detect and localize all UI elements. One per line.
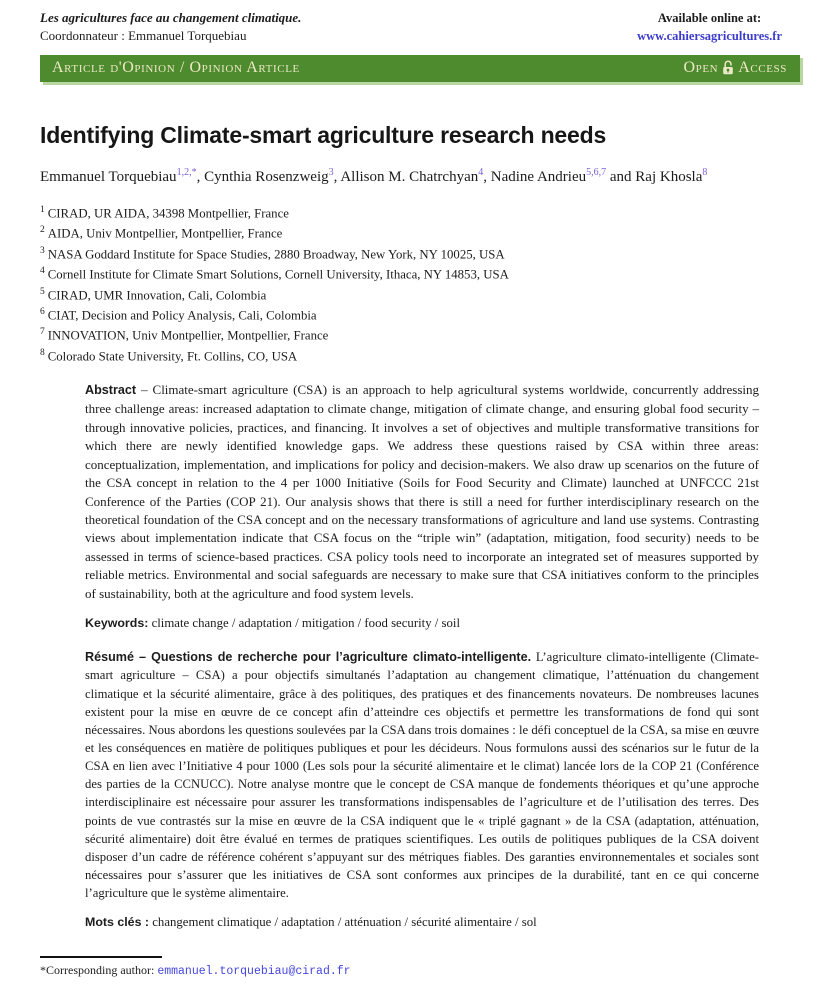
- motscles-line: [85, 915, 759, 930]
- corresponding-author-email[interactable]: emmanuel.torquebiau@cirad.fr: [157, 965, 351, 978]
- abstract-text: – Climate-smart agriculture (CSA) is an approach to help agricultural systems worldwide, concurrently addressing three challenge areas: increased adaptation to climate change, mitigation of climate change, and ensuring global food security – through innovative policies, practices, and financing. It involves a set of objectives and multiple transformative transitions for which there are newly identified knowledge gaps. We address these questions raised by CSA within three areas: conceptualization, implementation, and implications for policy and decision-makers. We also draw up scenarios on the future of the CSA concept in relation to the 4 per 1000 Initiative (Soils for Food Security and Climate) launched at UNFCCC 21st Conference of the Parties (COP 21). Our analysis shows that there is still a need for further interdisciplinary research on the theoretical foundation of the CSA concept and on the necessary transformations of agriculture and land use systems. Contrasting views about implementation indicate that CSA focus on the “triple win” (adaptation, mitigation, food security) needs to be assessed in terms of science-based practices. CSA policy tools need to incorporate an integrated set of measures supported by reliable metrics. Environmental and social safeguards are necessary to make sure that CSA initiatives conform to the principles of sustainability, both at the agriculture and food system levels.: [85, 382, 760, 601]
- affiliation-item: $^3$ NASA Goddard Institute for Space Studies, 2880 Broadway, New York, NY 10025, USA: [40, 245, 505, 261]
- keywords-label: Keywords:: [85, 616, 149, 631]
- resume-label: Résumé – Questions de recherche pour l’agriculture climato-intelligente.: [85, 650, 532, 665]
- affiliation-item: $^1$ CIRAD, UR AIDA, 34398 Montpellier, France: [40, 204, 289, 220]
- author-list: [40, 166, 745, 188]
- author: and Raj Khosla$^8$: [609, 166, 708, 185]
- abstract: [85, 381, 759, 603]
- author: Cynthia Rosenzweig$^3$,: [204, 166, 341, 185]
- affiliation-item: $^5$ CIRAD, UMR Innovation, Cali, Colombia: [40, 286, 267, 302]
- article-type-label: Article d'Opinion / Opinion Article: [52, 59, 300, 77]
- motscles-label: Mots clés :: [85, 915, 150, 930]
- affiliation-item: $^7$ INNOVATION, Univ Montpellier, Montpellier, France: [40, 327, 329, 343]
- keywords-line: [85, 616, 759, 631]
- author-affiliation-sup: 1,2,*: [176, 166, 197, 178]
- author: Allison M. Chatrchyan$^4$,: [340, 166, 491, 185]
- open-access-access-label: Access: [738, 59, 787, 77]
- affiliation-list: [40, 203, 800, 367]
- corresponding-author-footnote: [40, 956, 351, 978]
- coordinator-line: Coordonnateur : Emmanuel Torquebiau: [40, 27, 247, 43]
- affiliation-item: $^2$ AIDA, Univ Montpellier, Montpellier, France: [40, 225, 283, 241]
- resume-text: L’agriculture climato-intelligente (Climate-smart agriculture – CSA) a pour objectifs simultanés l’adaptation au changement climatique, l’atténuation du changement climatique et la sécurité alimentaire, grâce à des politiques, des pratiques et des financements novateurs. De nombreuses lacunes existent pour la mise en œuvre de ce concept afin d’atteindre ces objectifs et permettre les transformations de fond qui sont nécessaires. Nous abordons les questions soulevées par la CSA dans trois domaines : le défi conceptuel de la CSA, sa mise en œuvre et les conséquences en matière de politiques publiques et pour les décideurs. Nous formulons aussi des scénarios sur le futur de la CSA en lien avec l’Initiative 4 pour 1000 (Les sols pour la sécurité alimentaire et le climat) lancée lors de la COP 21 (Conférence des parties de la CCNUCC). Notre analyse montre que le concept de CSA manque de fondements théoriques et qu’une approche interdisciplinaire est nécessaire pour assurer les transformations indispensables de l’agriculture et de l’utilisation des terres. Des points de vue contrastés sur la mise en œuvre de la CSA indiquent que le « triplé gagnant » de la CSA (adaptation, atténuation, sécurité alimentaire) doit être évalué en termes de pratiques scientifiques. Les outils de politiques publiques de la CSA doivent disposer d’un cadre de référence cohérent s’appuyant sur des métriques fiables. Des garanties environnementales et sociales sont nécessaires pour s’assurer que les initiatives de CSA sont conformes aux principes de la durabilité, tant en ce qui concerne l’agriculture que le système alimentaire.: [85, 650, 760, 901]
- article-type-banner: [40, 55, 800, 82]
- resume: [85, 648, 759, 902]
- affiliation-item: $^8$ Colorado State University, Ft. Collins, CO, USA: [40, 347, 298, 364]
- author-affiliation-sup: 3: [328, 166, 334, 178]
- author: Nadine Andrieu$^{5,6,7}$: [490, 166, 607, 185]
- footnote-rule: [40, 956, 162, 958]
- author-affiliation-sup: 8: [702, 166, 708, 178]
- corresponding-author-note: *Corresponding author:: [40, 963, 158, 977]
- abstract-label: Abstract: [85, 383, 137, 398]
- page-title: Identifying Climate-smart agriculture research needs: [40, 121, 607, 148]
- affiliation-item: $^4$ Cornell Institute for Climate Smart Solutions, Cornell University, Ithaca, NY 14853, USA: [40, 266, 509, 282]
- available-online-label: Available online at:: [657, 11, 762, 25]
- keywords-text: climate change / adaptation / mitigation / food security / soil: [151, 616, 461, 631]
- series-block: [40, 10, 301, 46]
- open-access-open-label: Open: [683, 59, 719, 77]
- abstract-resume-section: [85, 381, 759, 930]
- open-lock-icon: [722, 61, 734, 75]
- series-title: Les agricultures face au changement climatique.: [40, 10, 302, 25]
- open-access-badge: [683, 59, 787, 77]
- page-header: [40, 10, 800, 46]
- motscles-text: changement climatique / adaptation / atténuation / sécurité alimentaire / sol: [152, 915, 537, 930]
- available-online-block: [637, 10, 782, 45]
- affiliation-item: $^6$ CIAT, Decision and Policy Analysis, Cali, Colombia: [40, 307, 317, 323]
- author-affiliation-sup: 5,6,7: [586, 166, 607, 178]
- author: Emmanuel Torquebiau$^{1,2,*}$,: [40, 166, 205, 185]
- journal-website-link[interactable]: www.cahiersagricultures.fr: [637, 28, 782, 43]
- author-affiliation-sup: 4: [478, 166, 484, 178]
